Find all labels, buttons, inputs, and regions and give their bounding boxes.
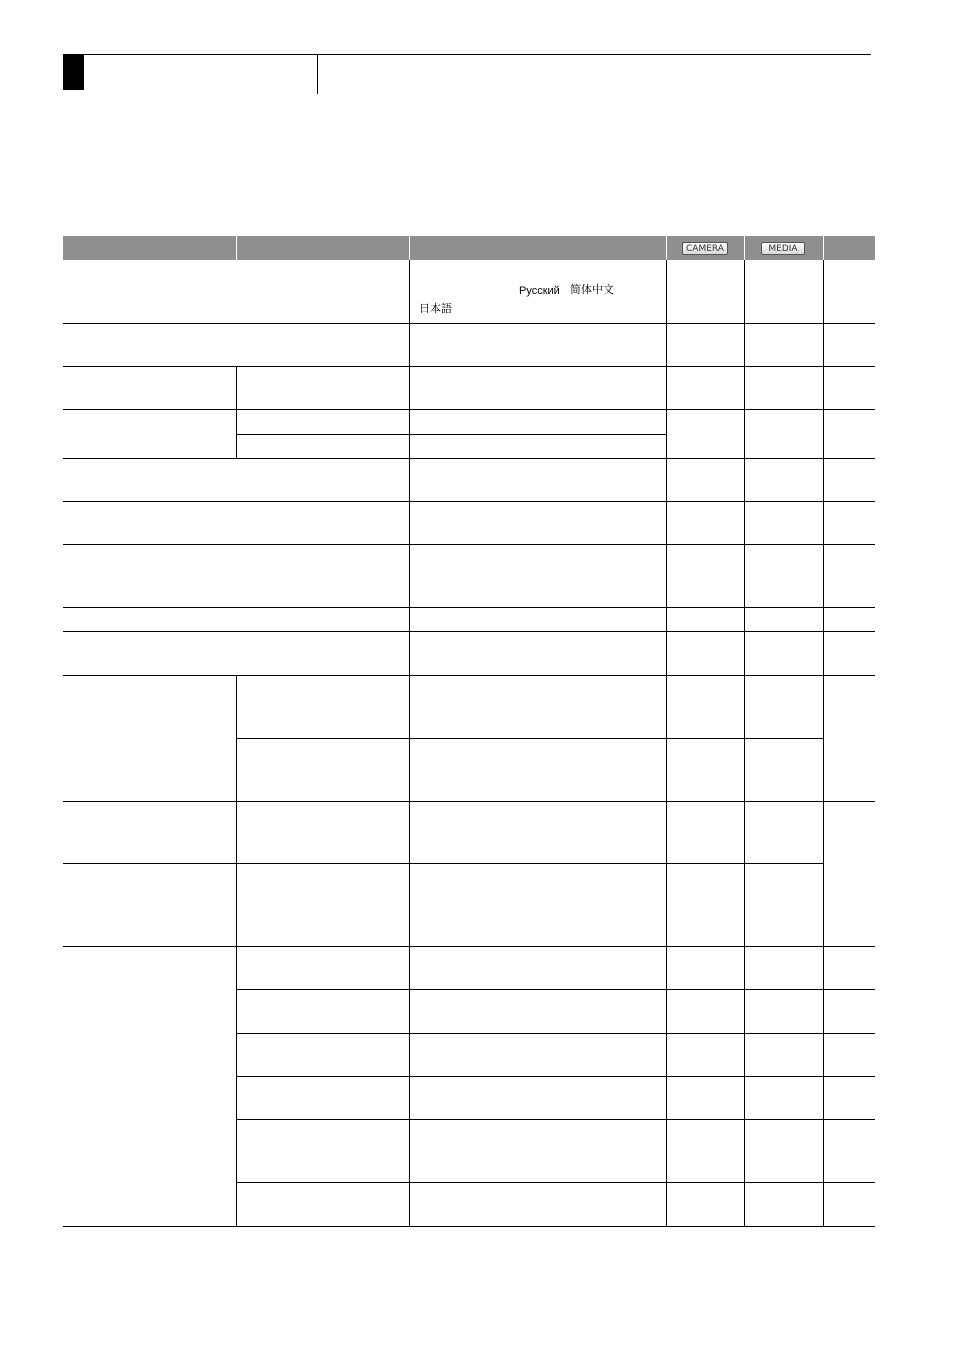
header-separator bbox=[236, 236, 237, 260]
row-divider bbox=[236, 1182, 875, 1183]
column-divider bbox=[409, 260, 410, 1226]
row-divider bbox=[236, 1119, 875, 1120]
header-rule bbox=[63, 54, 871, 55]
row-divider bbox=[236, 738, 823, 739]
column-divider bbox=[744, 260, 745, 1226]
table-header-row bbox=[63, 236, 875, 260]
column-divider bbox=[236, 675, 237, 946]
row-divider bbox=[63, 458, 875, 459]
column-divider bbox=[666, 260, 667, 1226]
language-option-japanese: 日本語 bbox=[419, 302, 452, 315]
header-separator bbox=[409, 236, 410, 260]
camera-mode-badge: CAMERA bbox=[682, 242, 728, 255]
language-option-chinese: 简体中文 bbox=[570, 283, 614, 296]
row-divider bbox=[63, 544, 875, 545]
row-divider bbox=[63, 801, 875, 802]
column-divider bbox=[236, 946, 237, 1226]
header-divider bbox=[317, 55, 318, 94]
row-divider bbox=[63, 366, 875, 367]
column-divider bbox=[823, 260, 824, 1226]
row-divider bbox=[63, 863, 823, 864]
header-separator bbox=[823, 236, 824, 260]
row-divider bbox=[63, 409, 875, 410]
header-separator bbox=[744, 236, 745, 260]
row-divider bbox=[63, 946, 875, 947]
row-divider bbox=[63, 323, 875, 324]
row-divider bbox=[63, 501, 875, 502]
row-divider bbox=[63, 631, 875, 632]
table-bottom-rule bbox=[63, 1226, 875, 1227]
row-divider bbox=[63, 607, 875, 608]
chapter-tab-marker bbox=[63, 55, 84, 90]
column-divider bbox=[236, 366, 237, 458]
row-divider bbox=[236, 434, 666, 435]
language-option-russian: Русский bbox=[519, 285, 560, 297]
row-divider bbox=[63, 675, 875, 676]
media-mode-badge: MEDIA bbox=[761, 242, 805, 255]
row-divider bbox=[236, 1076, 875, 1077]
row-divider bbox=[236, 1033, 875, 1034]
row-divider bbox=[236, 989, 875, 990]
header-separator bbox=[666, 236, 667, 260]
